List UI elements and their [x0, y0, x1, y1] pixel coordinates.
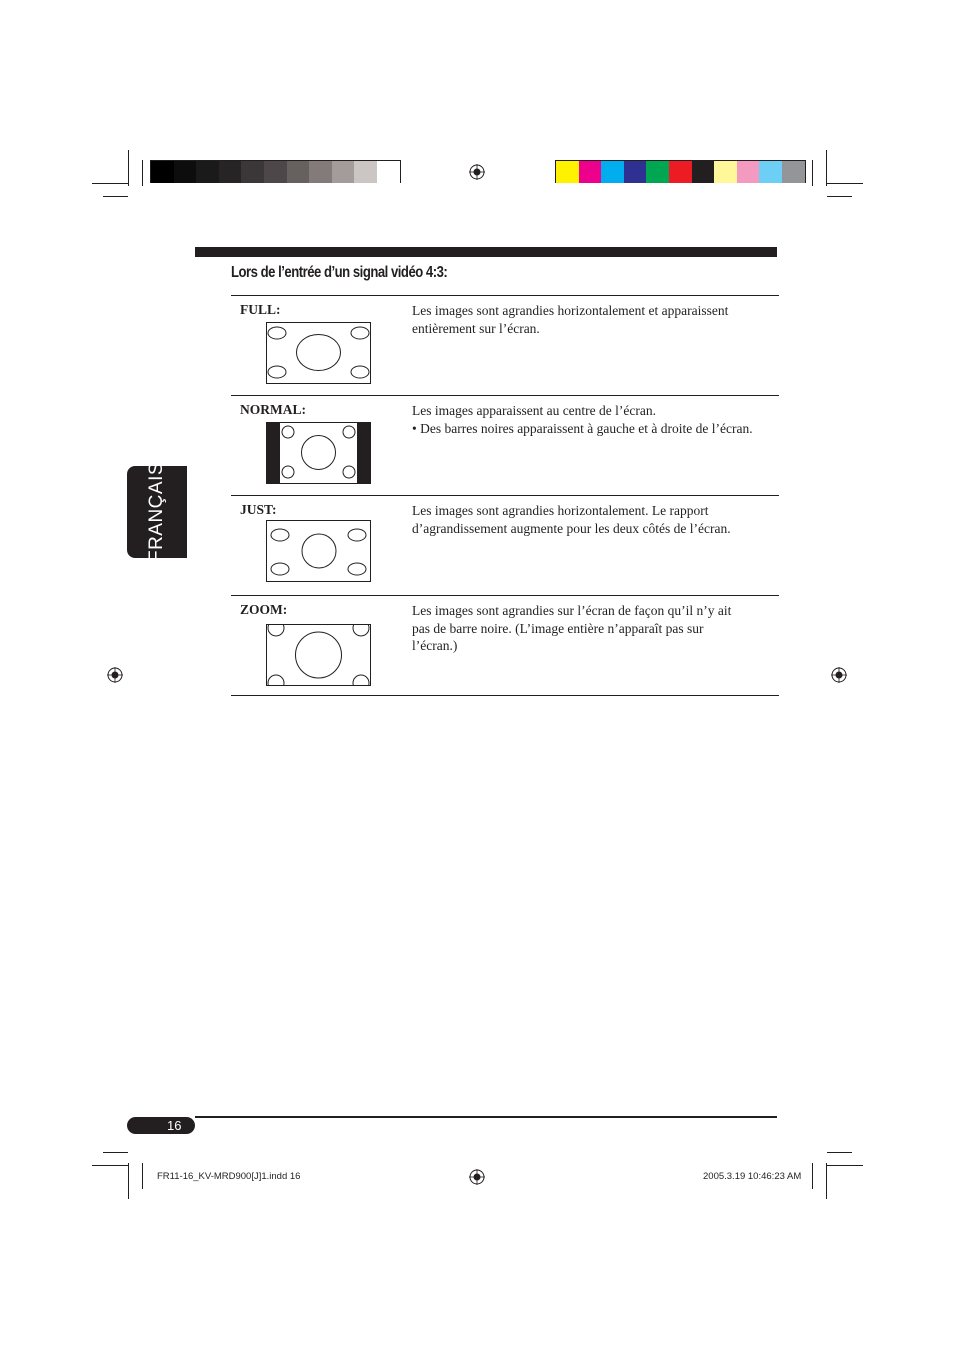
description-bullet: • Des barres noires apparaissent à gauche et à droite de l’écran.	[412, 420, 753, 436]
crop-mark	[92, 1165, 128, 1166]
file-slug: FR11-16_KV-MRD900[J]1.indd 16	[157, 1171, 301, 1182]
crop-mark	[812, 160, 813, 186]
table-rule	[231, 295, 779, 296]
section-heading: Lors de l’entrée d’un signal vidéo 4:3:	[231, 264, 448, 281]
color-swatch	[309, 161, 332, 183]
registration-mark-icon	[469, 1169, 485, 1185]
timestamp-slug: 2005.3.19 10:46:23 AM	[703, 1171, 802, 1182]
mode-label-full: FULL:	[240, 302, 281, 317]
color-swatch	[377, 161, 400, 183]
color-swatch	[782, 161, 805, 183]
crop-mark	[812, 1163, 813, 1189]
mode-label-zoom: ZOOM:	[240, 602, 288, 617]
color-swatch	[737, 161, 760, 183]
table-rule	[231, 495, 779, 496]
language-tab-label: FRANÇAIS	[146, 461, 167, 563]
description-text: Les images sont agrandies sur l’écran de façon qu’il n’y ait pas de barre noire. (L’image entière n’apparaît pas sur l’écran.)	[412, 603, 732, 653]
crop-mark	[128, 150, 129, 186]
crop-mark	[103, 1152, 128, 1153]
color-swatch	[174, 161, 197, 183]
mode-description-just	[412, 502, 762, 537]
table-rule	[231, 395, 779, 396]
table-rule	[231, 695, 779, 696]
footer-rule	[195, 1116, 777, 1118]
color-swatch	[669, 161, 692, 183]
color-swatch	[241, 161, 264, 183]
description-text: Les images sont agrandies horizontalement et apparaissent entièrement sur l’écran.	[412, 303, 729, 336]
full-mode-icon	[266, 322, 372, 384]
registration-mark-icon	[831, 667, 847, 683]
just-mode-icon	[266, 520, 372, 582]
color-swatch	[287, 161, 310, 183]
language-side-tab	[127, 461, 187, 563]
mode-label-just: JUST:	[240, 502, 277, 517]
zoom-mode-icon	[266, 624, 372, 686]
table-rule	[231, 595, 779, 596]
mode-description-normal	[412, 402, 762, 437]
mode-label-normal: NORMAL:	[240, 402, 306, 417]
color-swatch	[151, 161, 174, 183]
color-swatch	[646, 161, 669, 183]
crop-mark	[826, 150, 827, 186]
registration-mark-icon	[469, 164, 485, 180]
crop-mark	[827, 1152, 852, 1153]
crop-mark	[826, 1163, 827, 1199]
color-swatch	[264, 161, 287, 183]
color-swatch	[332, 161, 355, 183]
normal-mode-icon	[266, 422, 372, 484]
section-top-bar	[195, 247, 777, 257]
crop-mark	[92, 183, 128, 184]
page-number-badge	[127, 1117, 195, 1134]
color-swatch	[556, 161, 579, 183]
color-swatch	[219, 161, 242, 183]
crop-mark	[827, 1165, 863, 1166]
color-swatch	[354, 161, 377, 183]
crop-mark	[142, 1163, 143, 1189]
color-swatch	[624, 161, 647, 183]
crop-mark	[128, 1163, 129, 1199]
page-number: 16	[167, 1118, 182, 1133]
description-text: Les images sont agrandies horizontalement. Le rapport d’agrandissement augmente pour les deux côtés de l’écran.	[412, 503, 731, 536]
crop-mark	[103, 196, 128, 197]
color-swatch	[692, 161, 715, 183]
crop-mark	[142, 160, 143, 186]
color-swatch	[196, 161, 219, 183]
description-text: Les images apparaissent au centre de l’écran.	[412, 403, 657, 418]
mode-description-zoom	[412, 602, 752, 655]
crop-mark	[827, 196, 852, 197]
color-swatch	[601, 161, 624, 183]
registration-mark-icon	[107, 667, 123, 683]
color-swatch	[714, 161, 737, 183]
color-swatch	[579, 161, 602, 183]
mode-description-full	[412, 302, 762, 337]
color-swatch	[759, 161, 782, 183]
crop-mark	[827, 183, 863, 184]
